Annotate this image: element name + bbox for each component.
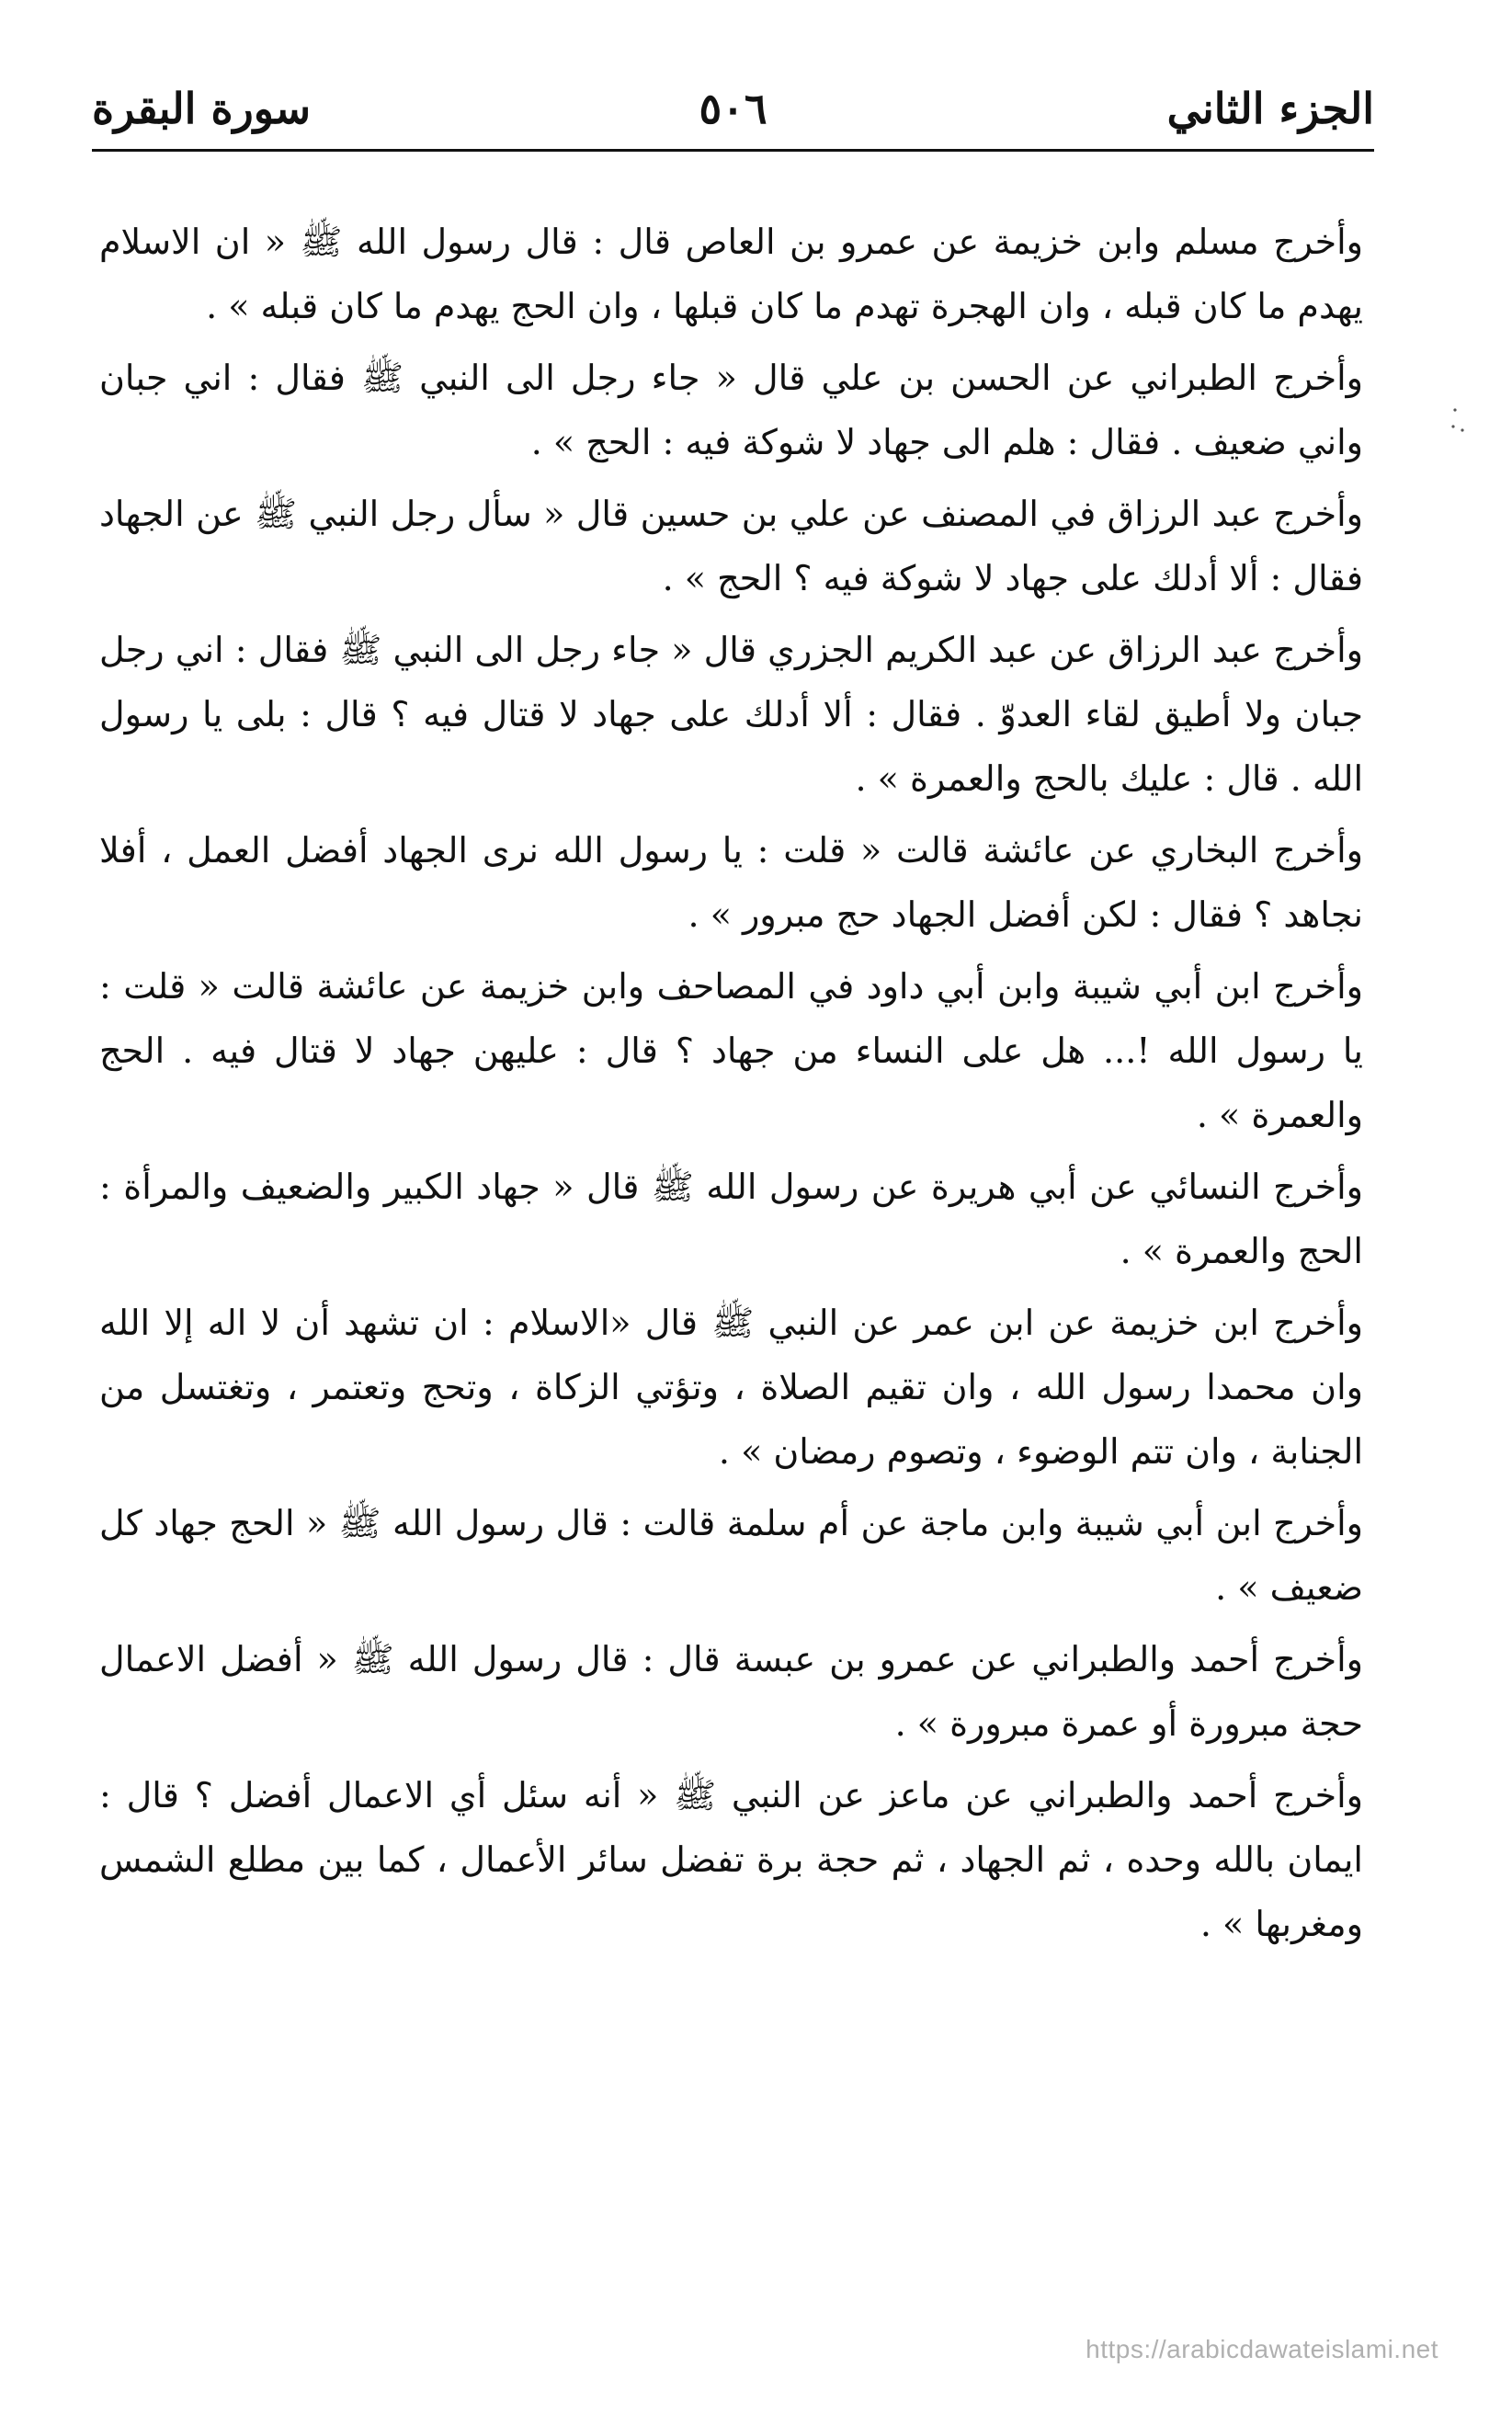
hadith-paragraph: وأخرج البخاري عن عائشة قالت « قلت : يا رسول الله نرى الجهاد أفضل العمل ، أفلا نجاهد ؟ فقال : لكن أفضل الجهاد حج مبرور » . xyxy=(99,830,1363,935)
source-watermark: https://arabicdawateislami.net xyxy=(1086,2335,1438,2363)
hadith-paragraph: وأخرج ابن أبي شيبة وابن أبي داود في المصاحف وابن خزيمة عن عائشة قالت « قلت : يا رسول الله !... هل على النساء من جهاد ؟ قال : عليهن جهاد لا قتال فيه . الحج والعمرة » . xyxy=(99,966,1363,1135)
header-divider xyxy=(92,149,1374,152)
hadith-paragraph: وأخرج أحمد والطبراني عن عمرو بن عبسة قال : قال رسول الله ﷺ « أفضل الاعمال حجة مبرورة أو عمرة مبرورة » . xyxy=(99,1639,1363,1744)
volume-title: الجزء الثاني xyxy=(1166,84,1374,133)
hadith-paragraph: وأخرج أحمد والطبراني عن ماعز عن النبي ﷺ « أنه سئل أي الاعمال أفضل ؟ قال : ايمان بالله وحده ، ثم الجهاد ، ثم حجة برة تفضل سائر الأعمال ، كما بين مطلع الشمس ومغربها » . xyxy=(99,1775,1363,1944)
surah-title: سورة البقرة xyxy=(92,84,312,133)
page-body xyxy=(99,210,1363,1963)
hadith-paragraph: وأخرج الطبراني عن الحسن بن علي قال « جاء رجل الى النبي ﷺ فقال : اني جبان واني ضعيف . فقال : هلم الى جهاد لا شوكة فيه : الحج » . xyxy=(99,358,1363,462)
hadith-paragraph: وأخرج مسلم وابن خزيمة عن عمرو بن العاص قال : قال رسول الله ﷺ « ان الاسلام يهدم ما كان قبله ، وان الهجرة تهدم ما كان قبلها ، وان الحج يهدم ما كان قبله » . xyxy=(99,222,1363,326)
hadith-paragraph: وأخرج ابن خزيمة عن ابن عمر عن النبي ﷺ قال «الاسلام : ان تشهد أن لا اله إلا الله وان محمدا رسول الله ، وان تقيم الصلاة ، وتؤتي الزكاة ، وتحج وتعتمر ، وتغتسل من الجنابة ، وان تتم الوضوء ، وتصوم رمضان » . xyxy=(99,1303,1363,1472)
page-header xyxy=(92,72,1374,145)
hadith-paragraph: وأخرج النسائي عن أبي هريرة عن رسول الله ﷺ قال « جهاد الكبير والضعيف والمرأة : الحج والعمرة » . xyxy=(99,1167,1363,1271)
hadith-paragraph: وأخرج عبد الرزاق في المصنف عن علي بن حسين قال « سأل رجل النبي ﷺ عن الجهاد فقال : ألا أدلك على جهاد لا شوكة فيه ؟ الحج » . xyxy=(99,494,1363,598)
hadith-paragraph: وأخرج عبد الرزاق عن عبد الكريم الجزري قال « جاء رجل الى النبي ﷺ فقال : اني رجل جبان ولا أطيق لقاء العدوّ . فقال : ألا أدلك على جهاد لا قتال فيه ؟ قال : بلى يا رسول الله . قال : عليك بالحج والعمرة » . xyxy=(99,630,1363,799)
margin-dots-mark xyxy=(1448,404,1475,441)
page-number: ٥٠٦ xyxy=(699,84,767,133)
hadith-paragraph: وأخرج ابن أبي شيبة وابن ماجة عن أم سلمة قالت : قال رسول الله ﷺ « الحج جهاد كل ضعيف » . xyxy=(99,1503,1363,1608)
